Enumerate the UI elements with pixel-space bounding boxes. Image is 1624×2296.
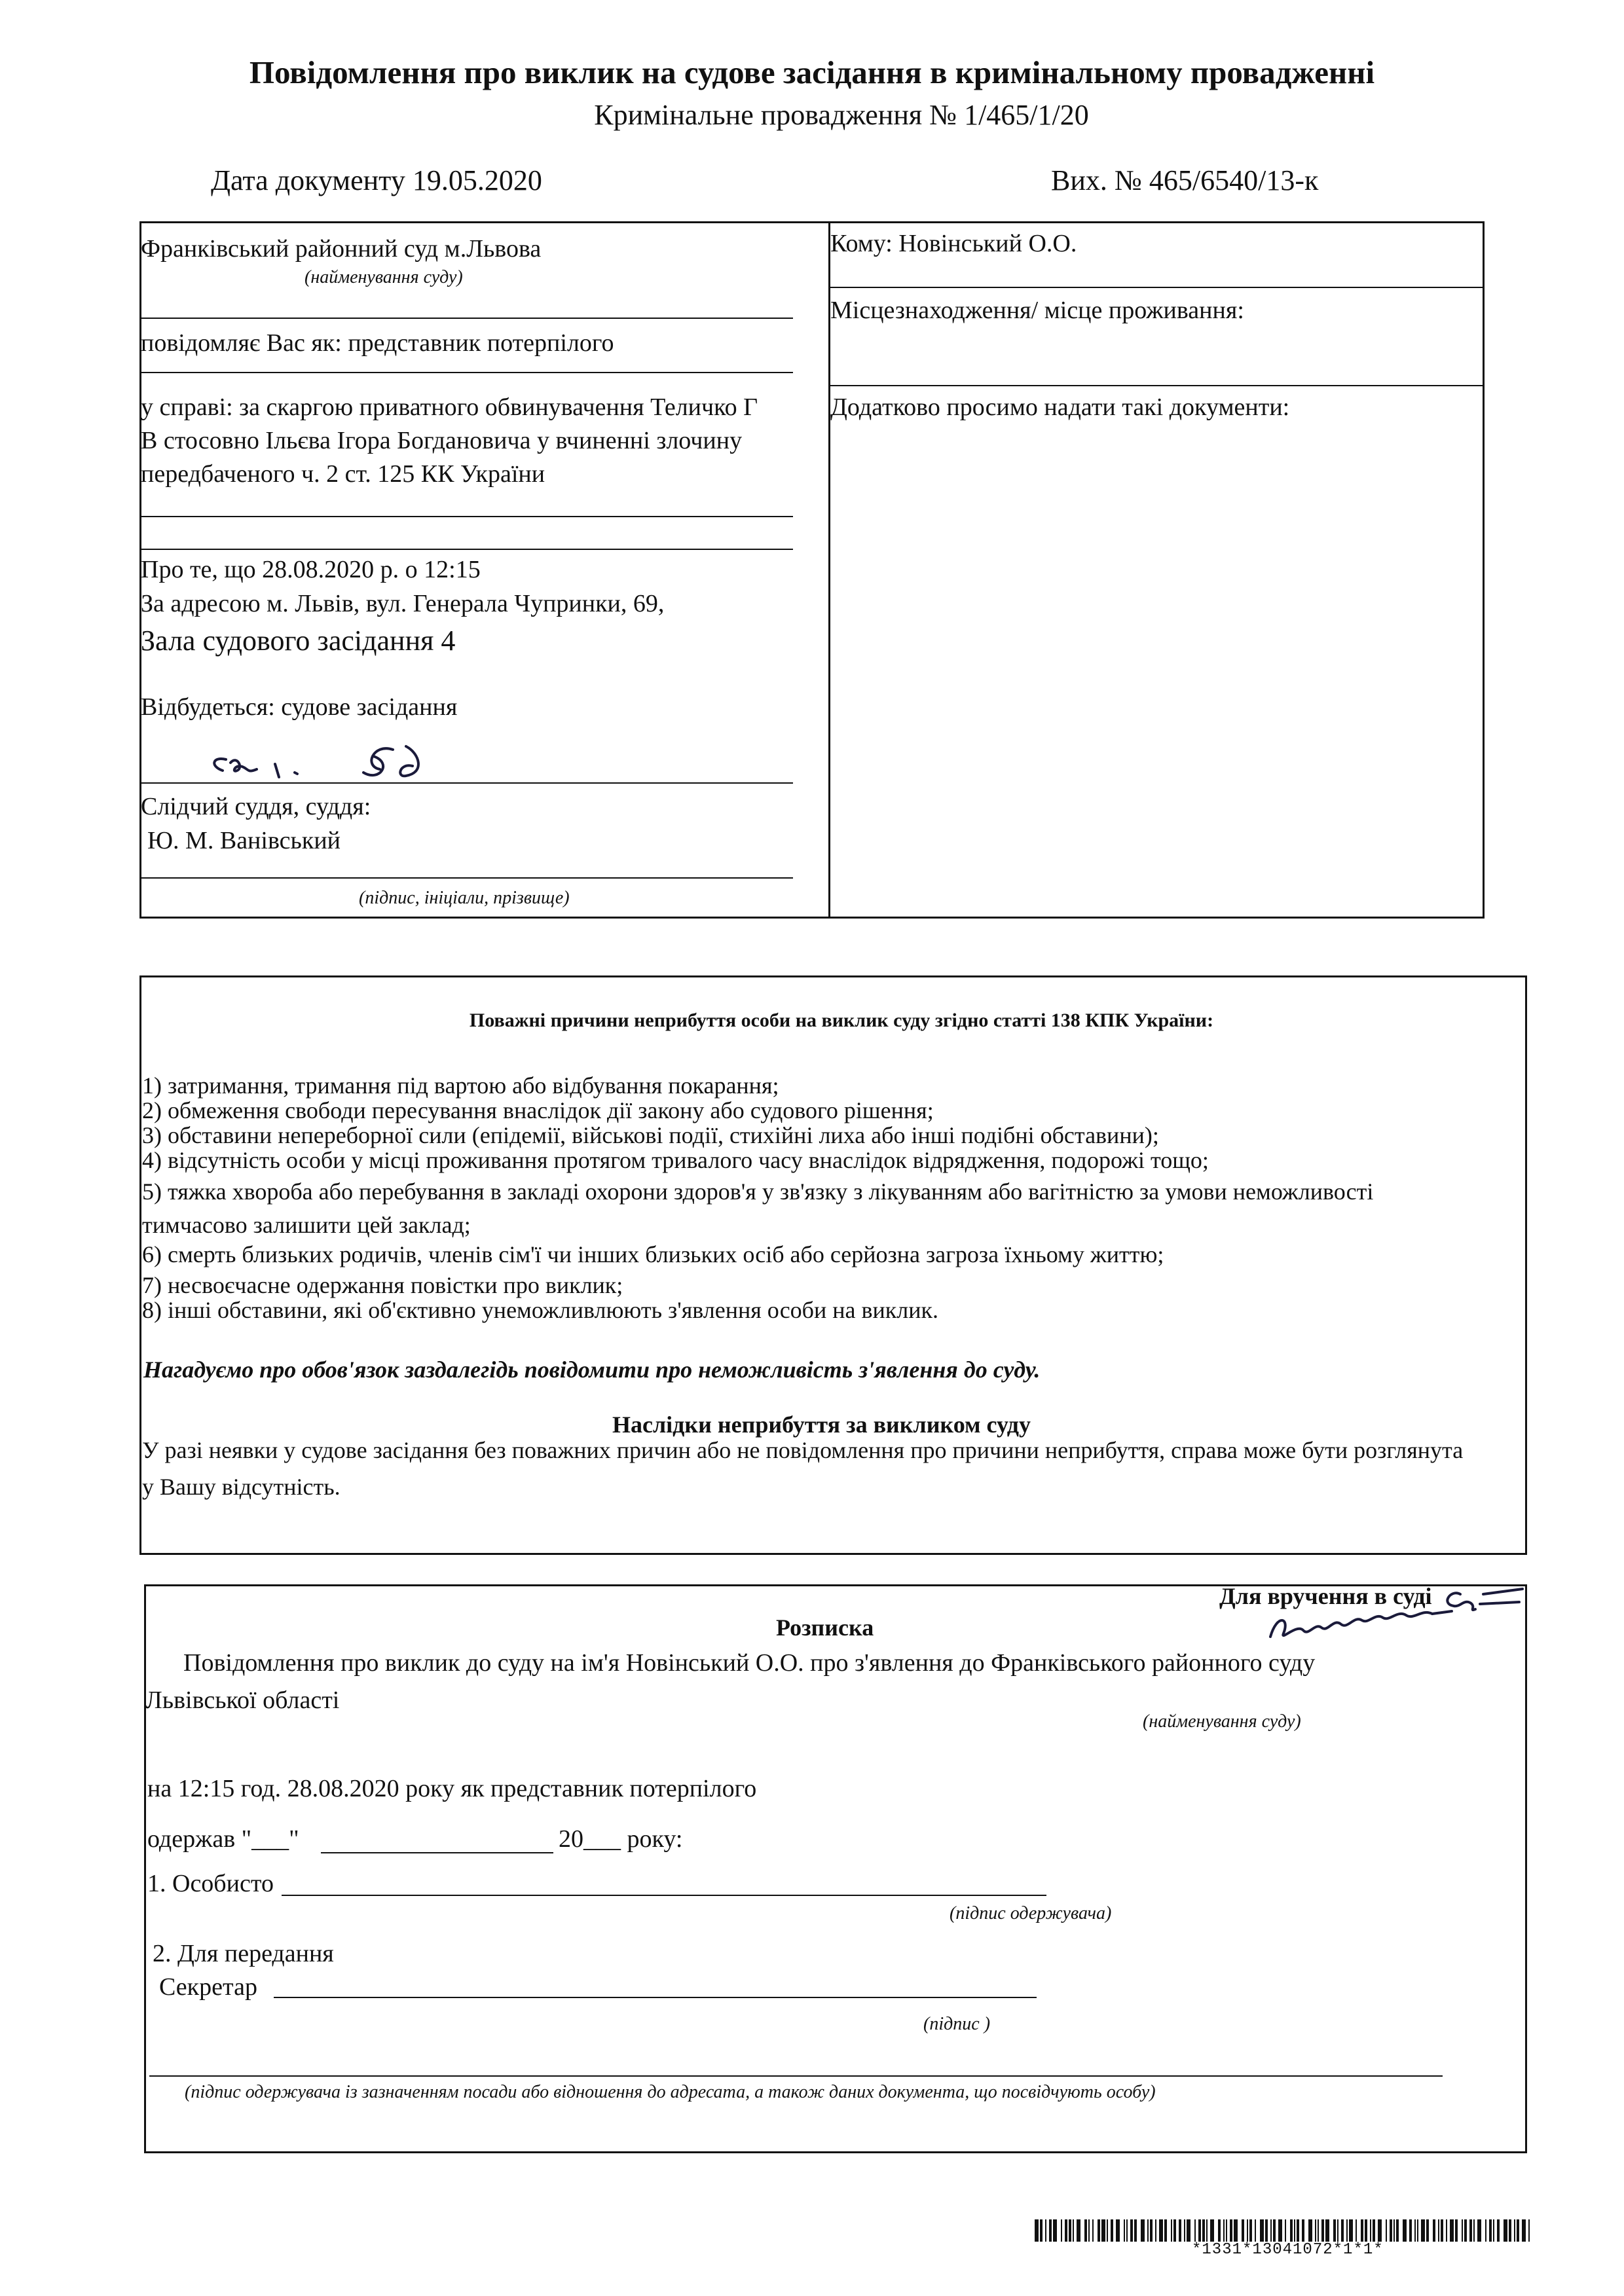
barcode-bar [1101,2219,1105,2242]
barcode-bar [1164,2219,1167,2242]
barcode-bar [1528,2219,1530,2242]
for-transfer-label: 2. Для передання [153,1940,334,1967]
reason-2: 2) обмеження свободи пересування внаслідок дії закону або судового рішення; [142,1097,934,1123]
barcode-bar [1069,2219,1071,2242]
barcode-bar [1308,2219,1312,2242]
secretary-label: Секретар [159,1973,257,2001]
document-date: Дата документу 19.05.2020 [211,164,542,196]
divider [139,372,793,373]
underline [321,1852,553,1853]
reason-3: 3) обставини непереборної сили (епідемії, військові події, стихійні лиха або інші подібні обставини); [142,1122,1159,1148]
received-year-label: 20___ року: [559,1825,683,1853]
barcode-bar [1098,2219,1100,2242]
barcode-bar [1493,2219,1494,2242]
court-name: Франківський районний суд м.Львова [141,235,542,263]
barcode-bar [1417,2219,1418,2242]
divider [139,782,793,784]
barcode-bar [1206,2219,1208,2242]
barcode-bar [1124,2219,1125,2242]
personally-label: 1. Особисто [147,1870,274,1897]
barcode-bar [1265,2219,1268,2242]
barcode-bar [1370,2219,1371,2242]
barcode-bar [1462,2219,1463,2242]
barcode-bar [1333,2219,1336,2242]
case-line-1: у справі: за скаргою приватного обвинувачення Теличко Г [141,393,758,421]
barcode-bar [1159,2219,1163,2242]
barcode-bar [1325,2219,1329,2242]
barcode-bar [1230,2219,1232,2242]
barcode-bar [1290,2219,1293,2242]
barcode-bar [1315,2219,1316,2242]
reason-8: 8) інші обставини, які об'єктивно унеможливлюють з'явлення особи на виклик. [142,1297,938,1323]
divider [139,549,793,550]
barcode-bar [1273,2219,1276,2242]
barcode-bar [1171,2219,1172,2242]
barcode-bar [1414,2219,1416,2242]
barcode-bar [1396,2219,1399,2242]
divider [830,385,1485,386]
barcode-bar [1473,2219,1475,2242]
barcode-bar [1040,2219,1043,2242]
barcode-bar [1349,2219,1353,2242]
receipt-title: Розписка [776,1614,874,1641]
barcode-bar [1088,2219,1090,2242]
barcode-bar [1270,2219,1272,2242]
reason-4: 4) відсутність особи у місці проживання протягом тривалого часу внаслідок відрядження, подорожі тощо; [142,1147,1209,1173]
barcode-bar [1409,2219,1412,2242]
barcode-bar [1426,2219,1429,2242]
judge-signature [196,730,458,795]
barcode-bar [1464,2219,1467,2242]
barcode-bar [1116,2219,1120,2242]
barcode-bar [1187,2219,1190,2242]
outgoing-number: Вих. № 465/6540/13-к [1051,164,1319,196]
case-line-3: передбаченого ч. 2 ст. 125 КК України [141,460,545,488]
barcode-bar [1438,2219,1439,2242]
barcode-bar [1433,2219,1435,2242]
barcode-number: *1331*13041072*1*1* [1192,2241,1384,2259]
barcode-bar [1242,2219,1244,2242]
barcode-bar [1234,2219,1238,2242]
barcode-bar [1249,2219,1252,2242]
barcode-bar [1390,2219,1392,2242]
barcode-bar [1441,2219,1443,2242]
barcode-bar [1341,2219,1344,2242]
barcode-bar [1497,2219,1500,2242]
barcode-bar [1049,2219,1052,2242]
barcode-bar [1517,2219,1519,2242]
barcode-bar [1218,2219,1221,2242]
barcode-bar [1247,2219,1248,2242]
barcode-bar [1378,2219,1382,2242]
consequences-title: Наслідки неприбуття за викликом суду [612,1412,1031,1438]
barcode-bar [1522,2219,1526,2242]
consequences-line-2: у Вашу відсутність. [142,1474,341,1500]
barcode-bar [1337,2219,1338,2242]
barcode-bar [1318,2219,1319,2242]
hearing-hall: Зала судового засідання 4 [141,625,456,657]
secretary-signature-caption: (підпис ) [923,2014,991,2034]
barcode-bar [1130,2219,1133,2242]
reminder: Нагадуємо про обов'язок заздалегідь повідомити про неможливість з'явлення до суду. [143,1357,1041,1383]
barcode-bar [1198,2219,1201,2242]
reasons-title: Поважні причини неприбуття особи на виклик суду згідно статті 138 КПК України: [469,1010,1214,1031]
barcode-bar [1278,2219,1282,2242]
signature-line [274,1997,1037,1998]
barcode-bar [1147,2219,1149,2242]
receipt-line-2: Львівської області [145,1686,340,1714]
barcode-bar [1134,2219,1137,2242]
judge-name: Ю. М. Ванівський [147,827,341,854]
barcode-bar [1065,2219,1067,2242]
extra-documents: Додатково просимо надати такі документи: [830,393,1290,421]
barcode-bar [1226,2219,1227,2242]
barcode-bar [1361,2219,1363,2242]
barcode-bar [1111,2219,1113,2242]
barcode-bar [1514,2219,1515,2242]
signature-line [149,2075,1443,2077]
for-court-delivery: Для вручення в суді [1219,1583,1432,1609]
barcode-bar [1053,2219,1057,2242]
divider [139,877,793,879]
barcode-bar [1173,2219,1176,2242]
reason-5-cont: тимчасово залишити цей заклад; [142,1212,471,1238]
barcode-bar [1141,2219,1145,2242]
reason-1: 1) затримання, тримання під вартою або відбування покарання; [142,1072,779,1099]
barcode-bar [1403,2219,1407,2242]
case-line-2: В стосовно Ільєва Ігора Богдановича у вчиненні злочину [141,427,743,454]
barcode-bar [1107,2219,1108,2242]
barcode-bar [1092,2219,1094,2242]
divider [830,287,1485,288]
reason-7: 7) несвоєчасне одержання повістки про виклик; [142,1272,623,1298]
receipt-court-caption: (найменування суду) [1143,1711,1301,1732]
signature-line [282,1895,1046,1896]
barcode-bar [1509,2219,1511,2242]
barcode-bar [1469,2219,1472,2242]
barcode-bar [1485,2219,1486,2242]
reason-6: 6) смерть близьких родичів, членів сім'ї чи інших близьких осіб або серйозна загроза їхньому життю; [142,1241,1164,1267]
document-title: Повідомлення про виклик на судове засідання в кримінальному провадженні [249,54,1375,90]
barcode-bar [1504,2219,1507,2242]
barcode-bar [1455,2219,1458,2242]
document-barcode [1035,2219,1539,2242]
barcode-bar [1223,2219,1225,2242]
hearing-address: За адресою м. Львів, вул. Генерала Чупринки, 69, [141,590,665,617]
barcode-bar [1155,2219,1156,2242]
barcode-bar [1202,2219,1205,2242]
judge-label: Слідчий суддя, суддя: [141,793,371,820]
barcode-bar [1194,2219,1196,2242]
consequences-line-1: У разі неявки у судове засідання без поважних причин або не повідомлення про причини неприбуття, справа може бути розглянута [142,1437,1464,1463]
barcode-bar [1386,2219,1387,2242]
divider [139,516,793,517]
barcode-bar [1126,2219,1128,2242]
barcode-bar [1489,2219,1492,2242]
barcode-bar [1302,2219,1304,2242]
barcode-bar [1297,2219,1299,2242]
barcode-bar [1077,2219,1080,2242]
receipt-time-line: на 12:15 год. 28.08.2020 року як представник потерпілого [147,1775,757,1802]
barcode-bar [1073,2219,1074,2242]
barcode-bar [1446,2219,1447,2242]
reason-5: 5) тяжка хвороба або перебування в закладі охорони здоров'я у зв'язку з лікуванням або вагітністю за умови неможливості [142,1178,1374,1205]
barcode-bar [1255,2219,1256,2242]
barcode-bar [1179,2219,1181,2242]
barcode-bar [1346,2219,1348,2242]
barcode-bar [1061,2219,1062,2242]
barcode-bar [1084,2219,1087,2242]
barcode-bar [1260,2219,1264,2242]
recipient-name: Кому: Новінський О.О. [830,230,1077,257]
barcode-bar [1356,2219,1357,2242]
barcode-bar [1294,2219,1295,2242]
proceeding-number: Кримінальне провадження № 1/465/1/20 [594,99,1089,131]
barcode-bar [1210,2219,1214,2242]
barcode-bar [1421,2219,1425,2242]
barcode-bar [1393,2219,1395,2242]
handwritten-note [1257,1575,1532,1656]
barcode-bar [1150,2219,1153,2242]
barcode-bar [1045,2219,1046,2242]
hearing-datetime: Про те, що 28.08.2020 р. о 12:15 [141,556,481,583]
divider [139,318,793,319]
recipient-signature-caption: (підпис одержувача) [950,1903,1112,1923]
hearing-event: Відбудеться: судове засідання [141,693,458,721]
column-divider [828,221,830,919]
recipient-full-caption: (підпис одержувача із зазначенням посади або відношення до адресата, а також даних документа, що посвідчують особу) [185,2082,1156,2102]
court-caption: (найменування суду) [304,267,463,287]
barcode-bar [1365,2219,1367,2242]
notify-as: повідомляє Вас як: представник потерпілого [141,329,614,357]
barcode-bar [1477,2219,1481,2242]
receipt-line-1: Повідомлення про виклик до суду на ім'я Новінський О.О. про з'явлення до Франківського районного суду [183,1649,1316,1677]
barcode-bar [1450,2219,1454,2242]
barcode-bar [1285,2219,1286,2242]
barcode-bar [1321,2219,1324,2242]
barcode-bar [1373,2219,1375,2242]
barcode-bar [1184,2219,1185,2242]
received-date-label: одержав "___" [147,1825,299,1853]
barcode-bar [1035,2219,1039,2242]
recipient-location: Місцезнаходження/ місце проживання: [830,297,1244,324]
signature-caption: (підпис, ініціали, прізвище) [359,888,570,908]
